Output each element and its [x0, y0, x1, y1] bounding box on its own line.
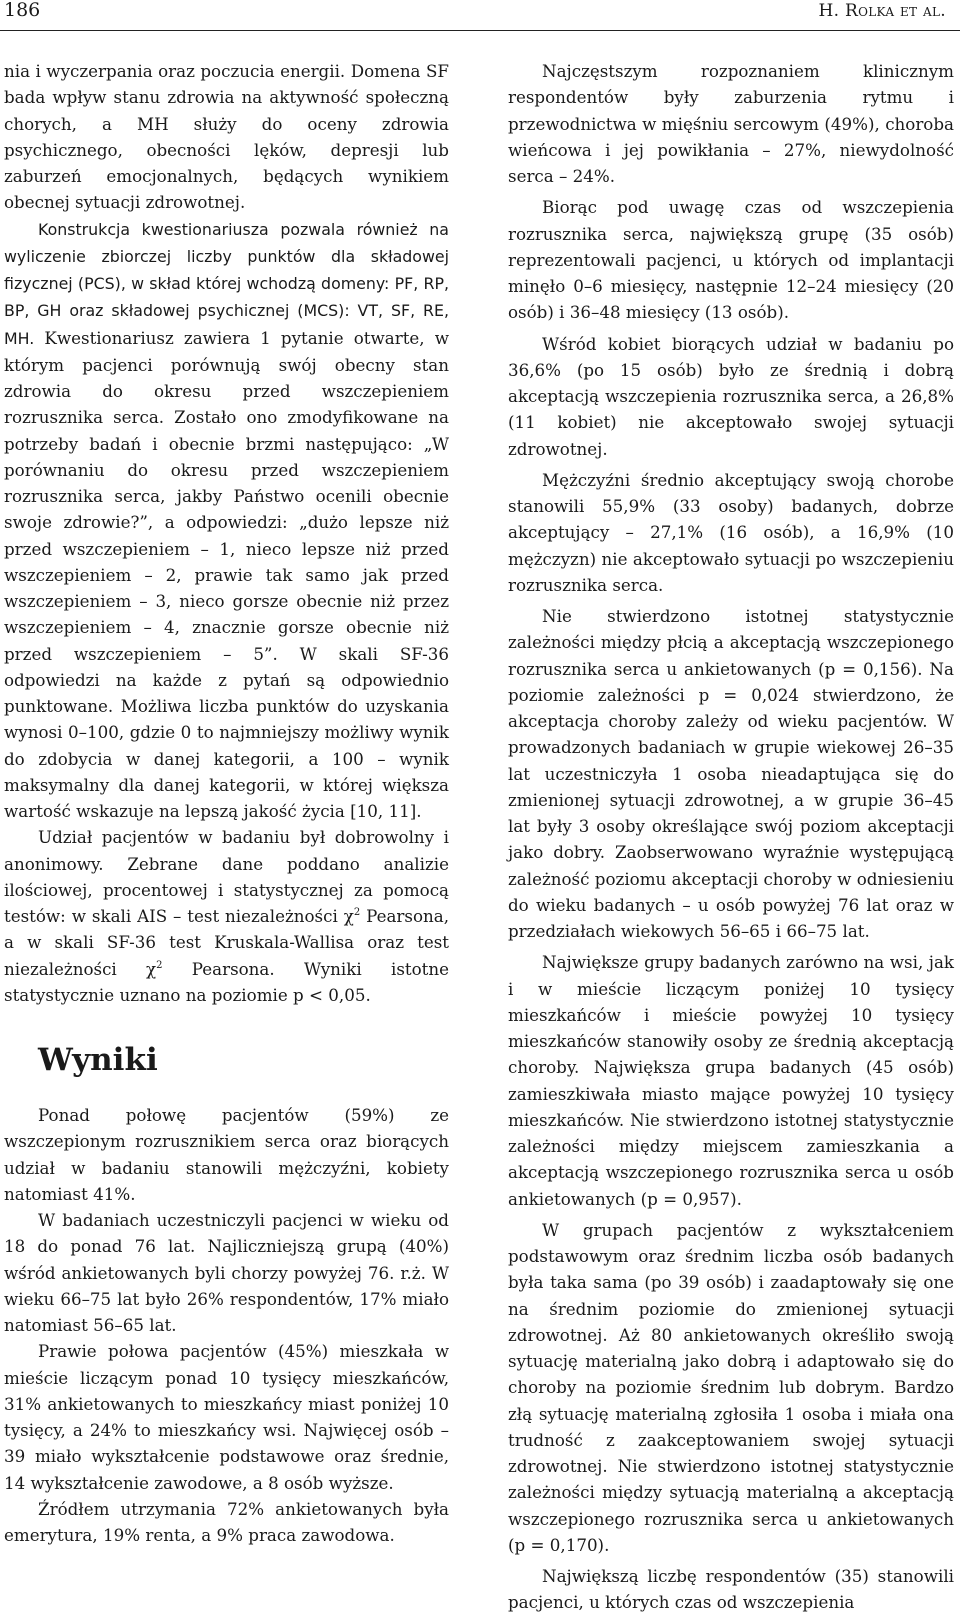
body-paragraph: Największą liczbę respondentów (35) stanowili pacjenci, u których czas od wszczepienia [508, 1566, 954, 1613]
body-paragraph: Najczęstszym rozpoznaniem klinicznym respondentów były zaburzenia rytmu i przewodnictwa w mięśniu sercowym (49%), choroba wieńcowa i jej powikłania – 27%, niewydolność serca – 24%. [508, 61, 954, 186]
page-header [0, 0, 960, 31]
body-paragraph: Źródłem utrzymania 72% ankietowanych była emerytura, 19% renta, a 9% praca zawodowa. [4, 1498, 449, 1545]
right-column [508, 58, 954, 1621]
body-paragraph: Biorąc pod uwagę czas od wszczepienia rozrusznika serca, największą grupę (35 osób) reprezentowali pacjenci, u których od implantacji minęło 0–6 miesięcy, następnie 12–24 miesięcy (20 osób) i 36–48 miesięcy (13 osób). [508, 197, 954, 323]
section-heading: Wyniki [38, 1042, 158, 1078]
body-text: Pearsona, a w skali SF-36 test Kruskala-Wallisa oraz test niezależności χ [4, 906, 449, 979]
superscript: 2 [353, 907, 361, 918]
page-number: 186 [4, 0, 41, 21]
superscript: 2 [156, 959, 163, 971]
body-paragraph [4, 824, 449, 1008]
body-text: Pearsona. Wyniki istotne statystycznie uznano na poziomie p < 0,05. [4, 958, 449, 1005]
body-paragraph: nia i wyczerpania oraz poczucia energii. Domena SF bada wpływ stanu zdrowia na aktywność społeczną chorych, a MH służy do oceny zdrowia psychicznego, obecności lęków, depresji lub zaburzeń emocjonalnych, będących wynikiem obecnej sytuacji zdrowotnej. [4, 61, 449, 213]
body-text: Kwestionariusz zawiera 1 pytanie otwarte, w którym pacjenci porównują swój obecny stan zdrowia do okresu przed wszczepieniem rozrusznika serca. Zostało ono zmodyfikowane na potrzeby badań i obecnie brzmi następująco: „W porównaniu do okresu przed wszczepieniem rozrusznika serca, jakby Państwo ocenili obecnie swoje zdrowie?”, a odpowiedzi: „dużo lepsze niż przed wszczepieniem – 1, nieco lepsze niż przed wszczepieniem – 2, prawie tak samo jak przed wszczepieniem – 3, nieco gorsze obecnie niż przez wszczepieniem – 4, znacznie gorsze obecnie niż przed wszczepieniem – 5”. W skali SF-36 odpowiedzi na każde z pytań są odpowiednio punktowane. Możliwa liczba punktów do uzyskania wynosi 0–100, gdzie 0 to najmniejszy możliwy wynik do zdobycia w danej kategorii, a 100 – wynik maksymalny dla danej kategorii, w której większa wartość wskazuje na lepszą jakość życia [10, 11]. [4, 327, 449, 821]
body-paragraph: W badaniach uczestniczyli pacjenci w wieku od 18 do ponad 76 lat. Najliczniejszą grupą (40%) wśród ankietowanych byli chorzy powyżej 76. r.ż. W wieku 66–75 lat było 26% respondentów, 17% miało natomiast 56–65 lat. [4, 1210, 449, 1335]
body-paragraph: Mężczyźni średnio akceptujący swoją chorobe stanowili 55,9% (33 osoby) badanych, dobrze akceptujący – 27,1% (16 osób), a 16,9% (10 mężczyzn) nie akceptowało sytuacji po wszczepieniu rozrusznika serca. [508, 469, 954, 595]
body-text: Udział pacjentów w badaniu był dobrowolny i anonimowy. Zebrane dane poddano analizie ilościowej, procentowej i statystycznej za pomocą testów: w skali AIS – test niezależności χ [4, 827, 449, 926]
body-paragraph: W grupach pacjentów z wykształceniem podstawowym oraz średnim liczba osób badanych była taka sama (po 39 osób) i zaadaptowały się one na średnim poziomie do zmienionej sytuacji zdrowotnej. Aż 80 ankietowanych określiło swoją sytuację materialną jako dobrą i adaptowało się do choroby na poziomie średnim lub dobrym. Bardzo złą sytuację materialną zgłosiła 1 osoba i miała ona trudność z zaakceptowaniem swojej sytuacji zdrowotnej. Nie stwierdzono istotnej statystycznie zależności między sytuacją materialną a akceptacją wszczepionego rozrusznika serca u ankietowanych (p = 0,170). [508, 1219, 954, 1555]
body-paragraph: Ponad połowę pacjentów (59%) ze wszczepionym rozrusznikiem serca oraz biorących udział w badaniu stanowili mężczyźni, kobiety natomiast 41%. [4, 1105, 449, 1204]
body-paragraph: Nie stwierdzono istotnej statystycznie zależności między płcią a akceptacją wszczepionego rozrusznika serca u ankietowanych (p = 0,156). Na poziomie zależności p = 0,024 stwierdzono, że akceptacja choroby zależy od wieku pacjentów. W prowadzonych badaniach w grupie wiekowej 26–35 lat uczestniczyła 1 osoba nieadaptująca się do zmienionej sytuacji zdrowotnej, a w grupie 36–45 lat były 3 osoby określające swój poziom akceptacji jako dobry. Zaobserwowano wyraźnie występującą zależność poziomu akceptacji choroby w odniesieniu do wieku badanych – u osób powyżej 76 lat oraz w przedziałach wiekowych 56–65 i 66–75 lat. [508, 606, 954, 941]
body-paragraph: Prawie połowa pacjentów (45%) mieszkała w mieście liczącym ponad 10 tysięcy mieszkańców, 31% ankietowanych to mieszkańcy miast poniżej 10 tysięcy, a 24% to mieszkańcy wsi. Najwięcej osób – 39 miało wykształcenie podstawowe oraz średnie, 14 wykształcenie zawodowe, a 8 osób wyższe. [4, 1341, 449, 1493]
body-paragraph: Wśród kobiet biorących udział w badaniu po 36,6% (po 15 osób) było ze średnią i dobrą akceptacją wszczepienia rozrusznika serca, a 26,8% (11 kobiet) nie akceptowało swojej sytuacji zdrowotnej. [508, 333, 954, 459]
running-head: H. Rolka et al. [818, 1, 946, 21]
body-text: Konstrukcja kwestionariusza pozwala również na wyliczenie zbiorczej liczby punktów dla składowej fizycznej (PCS), w skład której wchodzą domeny: PF, RP, BP, GH oraz składowej psychicznej (MCS): VT, SF, RE, MH. [4, 219, 449, 348]
left-column [4, 58, 449, 1548]
body-paragraph: Największe grupy badanych zarówno na wsi, jak i w mieście liczącym poniżej 10 tysięcy mieszkańców i mieście powyżej 10 tysięcy mieszkańców stanowiły osoby ze średnią akceptacją choroby. Największa grupa badanych (45 osób) zamieszkiwała miasto mające powyżej 10 tysięcy mieszkańców. Nie stwierdzono istotnej statystycznie zależności między miejscem zamieszkania a akceptacją wszczepionego rozrusznika serca u osób ankietowanych (p = 0,957). [508, 952, 954, 1209]
body-paragraph [4, 216, 449, 825]
